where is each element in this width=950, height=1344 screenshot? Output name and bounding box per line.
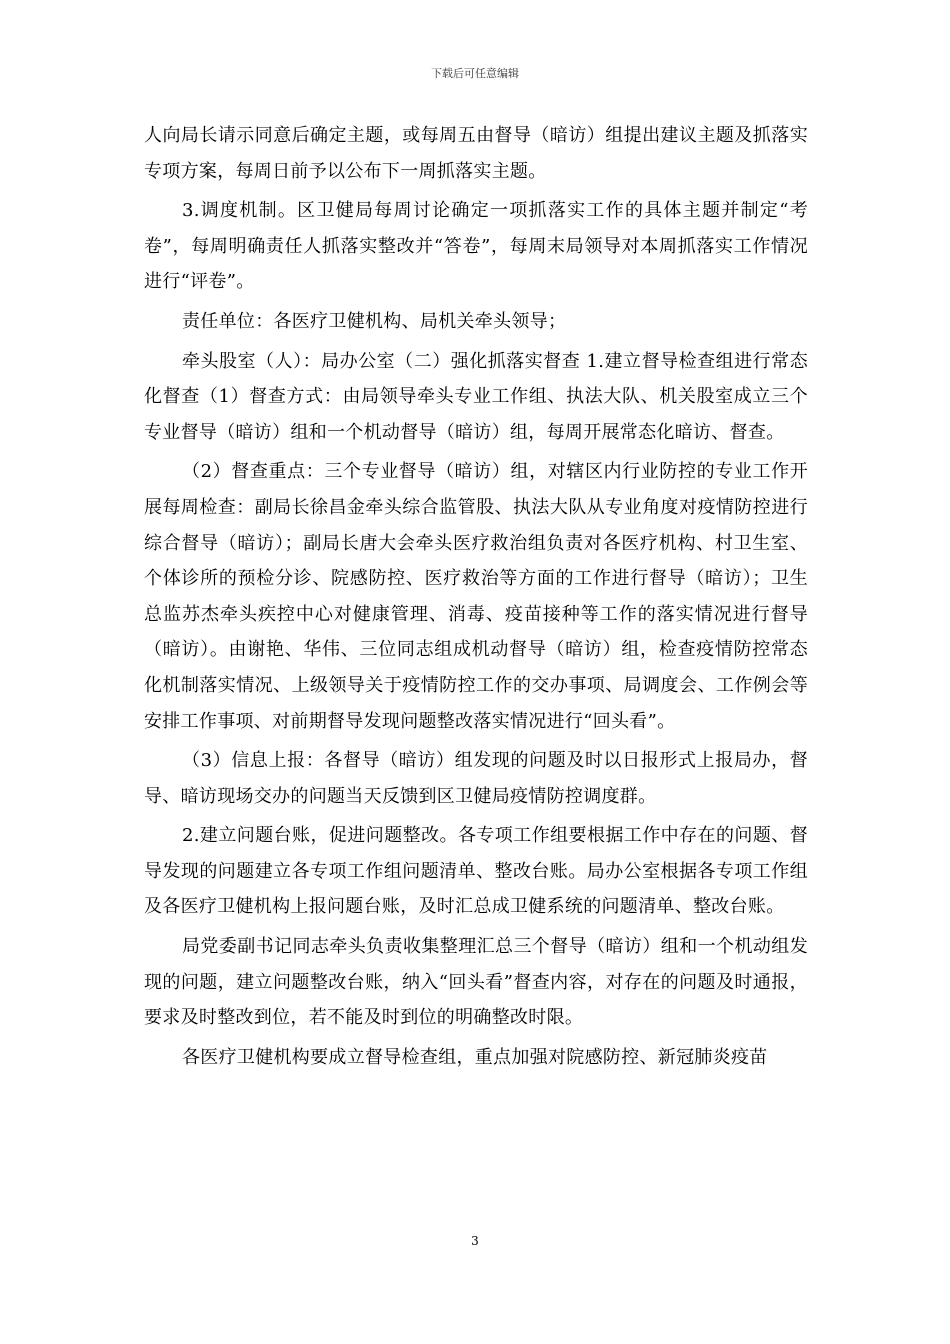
paragraph-continuation: 人向局长请示同意后确定主题，或每周五由督导（暗访）组提出建议主题及抓落实专项方案，每周日前予以公布下一周抓落实主题。 (144, 125, 808, 182)
document-body (144, 118, 808, 1079)
paragraph-lead-office: 牵头股室（人）：局办公室（二）强化抓落实督查 1.建立督导检查组进行常态化督查（1）督查方式：由局领导牵头专业工作组、执法大队、机关股室成立三个专业督导（暗访）组和一个机动督导（暗访）组，每周开展常态化暗访、督查。 (144, 350, 808, 443)
page-header: 下载后可任意编辑 (431, 67, 519, 80)
paragraph-dispatch-mechanism: 3.调度机制。区卫健局每周讨论确定一项抓落实工作的具体主题并制定“考卷”，每周明确责任人抓落实整改并“答卷”，每周末局领导对本周抓落实工作情况进行“评卷”。 (144, 200, 808, 293)
page-number: 3 (471, 1234, 479, 1248)
paragraph-inspection-focus: （2）督查重点：三个专业督导（暗访）组，对辖区内行业防控的专业工作开展每周检查：副局长徐昌金牵头综合监管股、执法大队从专业角度对疫情防控进行综合督导（暗访）；副局长唐大会牵头医疗救治组负责对各医疗机构、村卫生室、个体诊所的预检分诊、院感防控、医疗救治等方面的工作进行督导（暗访）；卫生总监苏杰牵头疾控中心对健康管理、消毒、疫苗接种等工作的落实情况进行督导（暗访）。由谢艳、华伟、三位同志组成机动督导（暗访）组，检查疫情防控常态化机制落实情况、上级领导关于疫情防控工作的交办事项、局调度会、工作例会等安排工作事项、对前期督导发现问题整改落实情况进行“回头看”。 (144, 461, 808, 732)
paragraph-responsible-units: 责任单位：各医疗卫健机构、局机关牵头领导； (182, 310, 567, 332)
paragraph-information-reporting: （3）信息上报：各督导（暗访）组发现的问题及时以日报形式上报局办，督导、暗访现场交办的问题当天反馈到区卫健局疫情防控调度群。 (144, 750, 808, 807)
paragraph-medical-institutions: 各医疗卫健机构要成立督导检查组，重点加强对院感防控、新冠肺炎疫苗 (182, 1046, 768, 1068)
paragraph-issue-ledger: 2.建立问题台账，促进问题整改。各专项工作组要根据工作中存在的问题、督导发现的问题建立各专项工作组问题清单、整改台账。局办公室根据各专项工作组及各医疗卫健机构上报问题台账，及时汇总成卫健系统的问题清单、整改台账。 (144, 825, 808, 918)
paragraph-party-committee: 局党委副书记同志牵头负责收集整理汇总三个督导（暗访）组和一个机动组发现的问题，建立问题整改台账，纳入“回头看”督查内容，对存在的问题及时通报，要求及时整改到位，若不能及时到位的明确整改时限。 (144, 936, 808, 1029)
